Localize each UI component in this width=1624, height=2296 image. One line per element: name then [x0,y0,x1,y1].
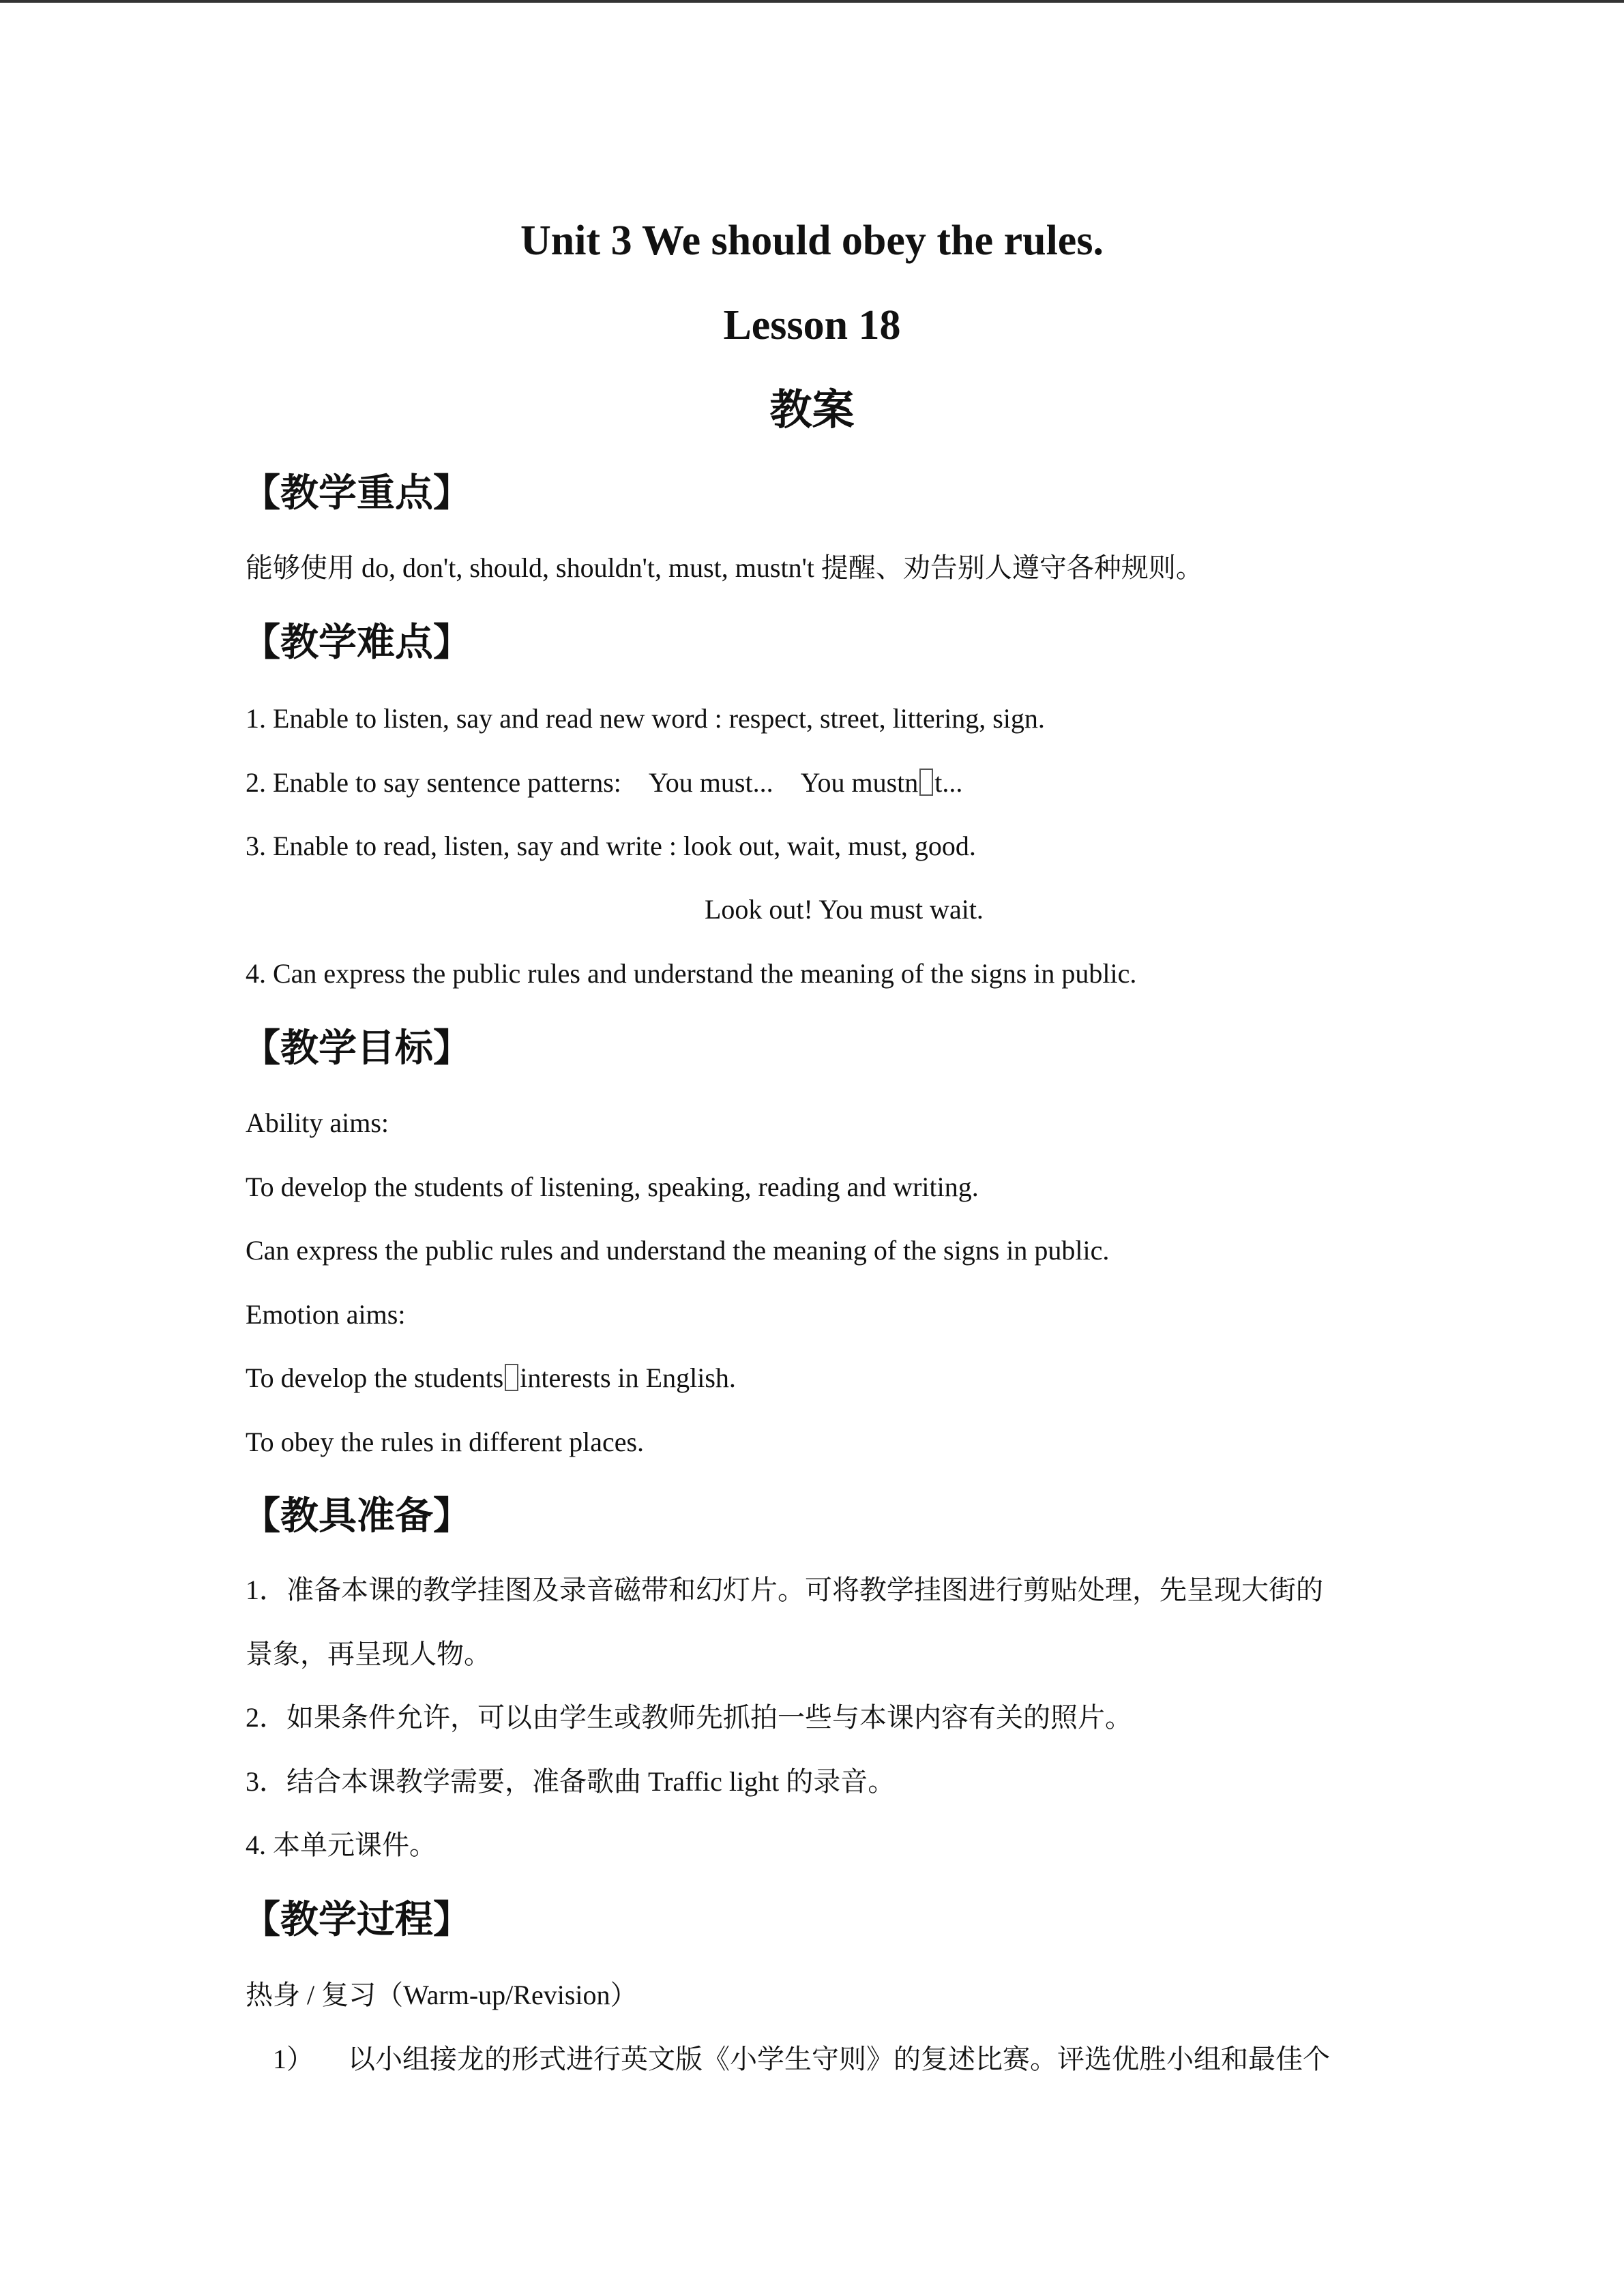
lesson-title: Lesson 18 [723,302,901,348]
missing-glyph-box [919,769,933,796]
difficulty-item-2-text: 2. Enable to say sentence patterns: [246,767,621,798]
heading-objectives: 【教学目标】 [242,1026,471,1071]
process-step-1-text: 以小组接龙的形式进行英文版《小学生守则》的复述比赛。评选优胜小组和最佳个 [348,2044,1330,2074]
missing-glyph-box [505,1364,518,1391]
materials-item-4: 4. 本单元课件。 [246,1830,437,1860]
document-title: Unit 3 We should obey the rules. [520,218,1104,264]
process-step-1-number: 1） [273,2044,314,2074]
heading-key-points: 【教学重点】 [242,471,471,516]
heading-difficulties: 【教学难点】 [242,621,471,665]
emotion-aim-1-start: To develop the students [246,1362,504,1393]
heading-process: 【教学过程】 [242,1898,471,1942]
materials-item-1-line2: 景象，再呈现人物。 [246,1639,491,1669]
key-points-text: 能够使用 do, don't, should, shouldn't, must, mustn't 提醒、劝告别人遵守各种规则。 [246,552,1203,583]
difficulty-item-3: 3. Enable to read, listen, say and write : look out, wait, must, good. [246,831,976,861]
ability-aim-1: To develop the students of listening, speaking, reading and writing. [246,1172,979,1202]
heading-materials: 【教具准备】 [242,1494,471,1538]
ability-aim-2: Can express the public rules and understand the meaning of the signs in public. [246,1235,1110,1266]
pattern-you-mustnt: You mustn [800,767,919,798]
difficulty-item-4: 4. Can express the public rules and understand the meaning of the signs in public. [246,958,1137,989]
emotion-aim-1 [246,1359,736,1397]
emotion-aim-2: To obey the rules in different places. [246,1427,645,1457]
difficulty-item-3-example: Look out! You must wait. [705,894,984,925]
lesson-plan-title: 教案 [769,385,855,434]
process-step-1 [246,2040,1330,2078]
warmup-label: 热身 / 复习（Warm-up/Revision） [246,1980,638,2010]
difficulty-item-2 [246,764,962,802]
pattern-you-must: You must... [648,767,773,798]
pattern-you-mustnt-end: t... [934,767,963,798]
ability-aims-label: Ability aims: [246,1107,389,1138]
materials-item-3: 3．结合本课教学需要，准备歌曲 Traffic light 的录音。 [246,1766,896,1797]
materials-item-1-line1: 1．准备本课的教学挂图及录音磁带和幻灯片。可将教学挂图进行剪贴处理，先呈现大街的 [246,1575,1323,1605]
emotion-aims-label: Emotion aims: [246,1299,406,1330]
page-top-border [0,0,1624,3]
materials-item-2: 2．如果条件允许，可以由学生或教师先抓拍一些与本课内容有关的照片。 [246,1702,1132,1733]
emotion-aim-1-end: interests in English. [520,1362,736,1393]
difficulty-item-1: 1. Enable to listen, say and read new word : respect, street, littering, sign. [246,703,1045,734]
